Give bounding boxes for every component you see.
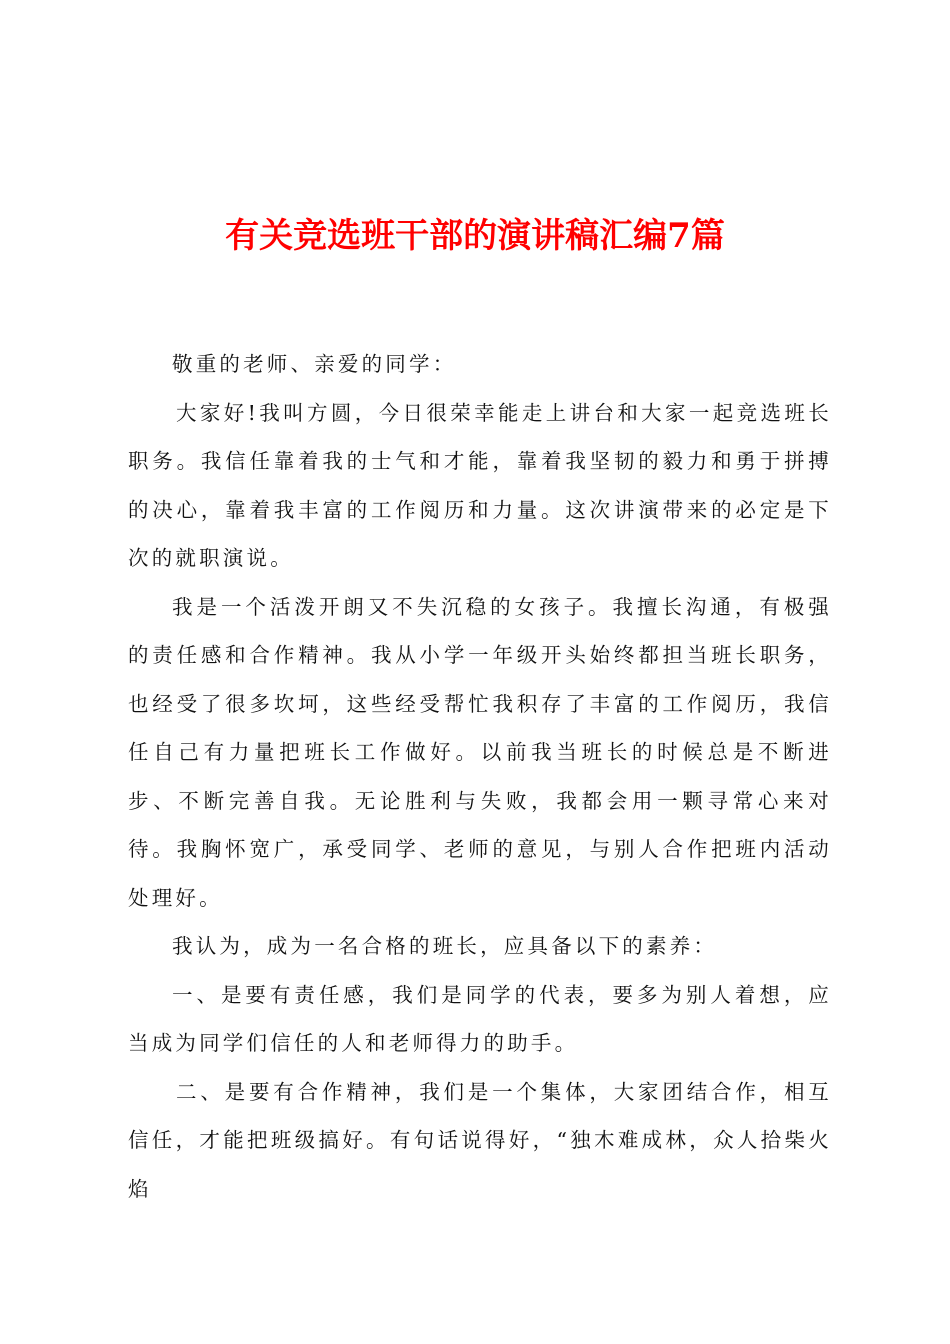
document-body (128, 340, 832, 1213)
body-paragraph: 大家好!我叫方圆，今日很荣幸能走上讲台和大家一起竞选班长职务。我信任靠着我的士气和才能，靠着我坚韧的毅力和勇于拼搏的决心，靠着我丰富的工作阅历和力量。这次讲演带来的必定是下次的就职演说。 (128, 400, 832, 570)
body-paragraph: 二、是要有合作精神，我们是一个集体，大家团结合作，相互信任，才能把班级搞好。有句话说得好，“独木难成林，众人拾柴火焰 (128, 1079, 832, 1201)
body-paragraph: 我是一个活泼开朗又不失沉稳的女孩子。我擅长沟通，有极强的责任感和合作精神。我从小学一年级开头始终都担当班长职务，也经受了很多坎坷，这些经受帮忙我积存了丰富的工作阅历，我信任自己有力量把班长工作做好。以前我当班长的时候总是不断进步、不断完善自我。无论胜利与失败，我都会用一颗寻常心来对待。我胸怀宽广，承受同学、老师的意见，与别人合作把班内活动处理好。 (128, 594, 832, 910)
document-title: 有关竞选班干部的演讲稿汇编7篇 (225, 216, 725, 256)
salutation-paragraph: 敬重的老师、亲爱的同学： (172, 352, 457, 376)
body-paragraph: 我认为，成为一名合格的班长，应具备以下的素养： (172, 934, 718, 958)
body-paragraph: 一、是要有责任感，我们是同学的代表，要多为别人着想，应当成为同学们信任的人和老师得力的助手。 (128, 982, 832, 1055)
